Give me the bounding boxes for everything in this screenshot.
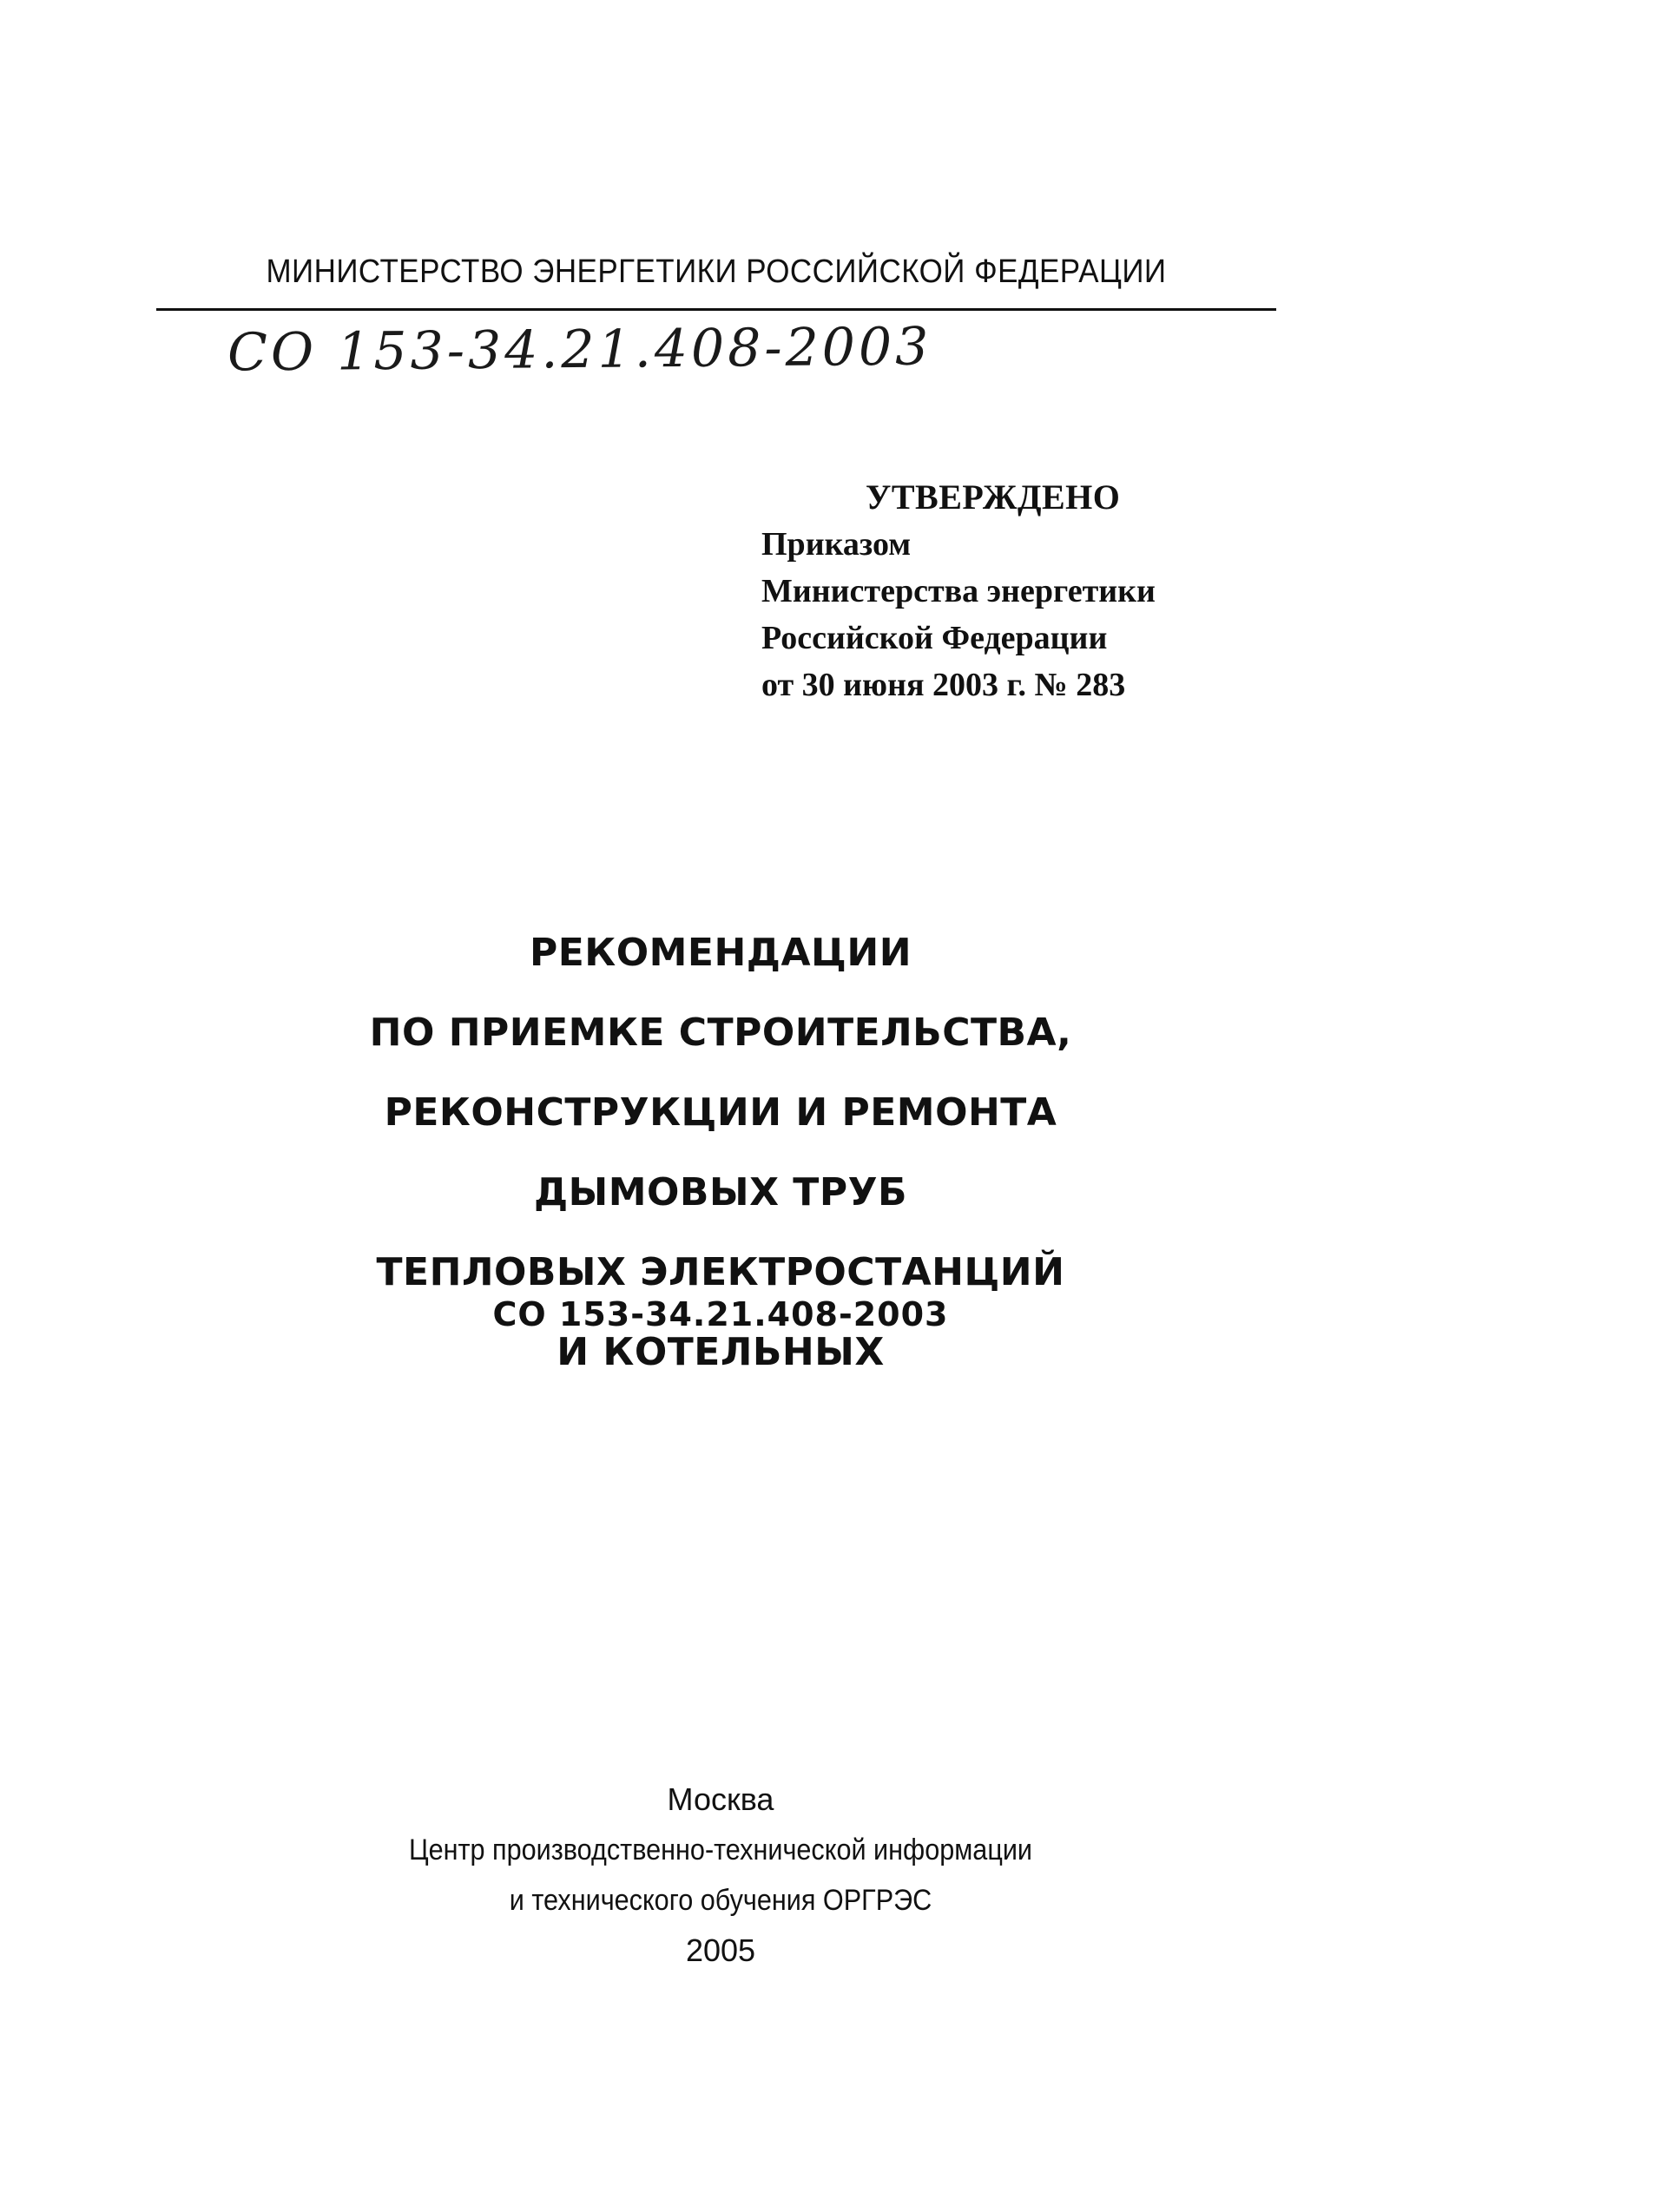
publisher-org-line-2: и технического обучения ОРГРЭС (509, 1884, 932, 1917)
title-line-1: РЕКОМЕНДАЦИИ (529, 931, 912, 975)
title-line-6: И КОТЕЛЬНЫХ (557, 1330, 885, 1374)
title-line-5: ТЕПЛОВЫХ ЭЛЕКТРОСТАНЦИЙ (376, 1250, 1065, 1294)
publisher-org-line-1: Центр производственно-технической информации (408, 1833, 1033, 1866)
ministry-header: МИНИСТЕРСТВО ЭНЕРГЕТИКИ РОССИЙСКОЙ ФЕДЕРАЦИИ (266, 253, 1167, 290)
title-line-4: ДЫМОВЫХ ТРУБ (533, 1170, 908, 1215)
document-code: СО 153-34.21.408-2003 (492, 1295, 949, 1333)
approval-line-2: Министерства энергетики (761, 573, 1156, 609)
header-rule (156, 308, 1276, 311)
publication-year: 2005 (685, 1932, 756, 1968)
publisher-city: Москва (667, 1781, 774, 1817)
approval-title: УТВЕРЖДЕНО (866, 477, 1121, 517)
handwritten-document-code: СО 153-34.21.408-2003 (227, 316, 932, 384)
approval-line-3: Российской Федерации (761, 620, 1108, 656)
publisher-block (313, 1774, 1129, 1976)
title-line-2: ПО ПРИЕМКЕ СТРОИТЕЛЬСТВА, (369, 1011, 1072, 1055)
approval-line-1: Приказом (761, 526, 912, 563)
title-line-3: РЕКОНСТРУКЦИИ И РЕМОНТА (384, 1090, 1057, 1135)
approval-block (761, 474, 1156, 708)
approval-line-4: от 30 июня 2003 г. № 283 (761, 667, 1126, 703)
